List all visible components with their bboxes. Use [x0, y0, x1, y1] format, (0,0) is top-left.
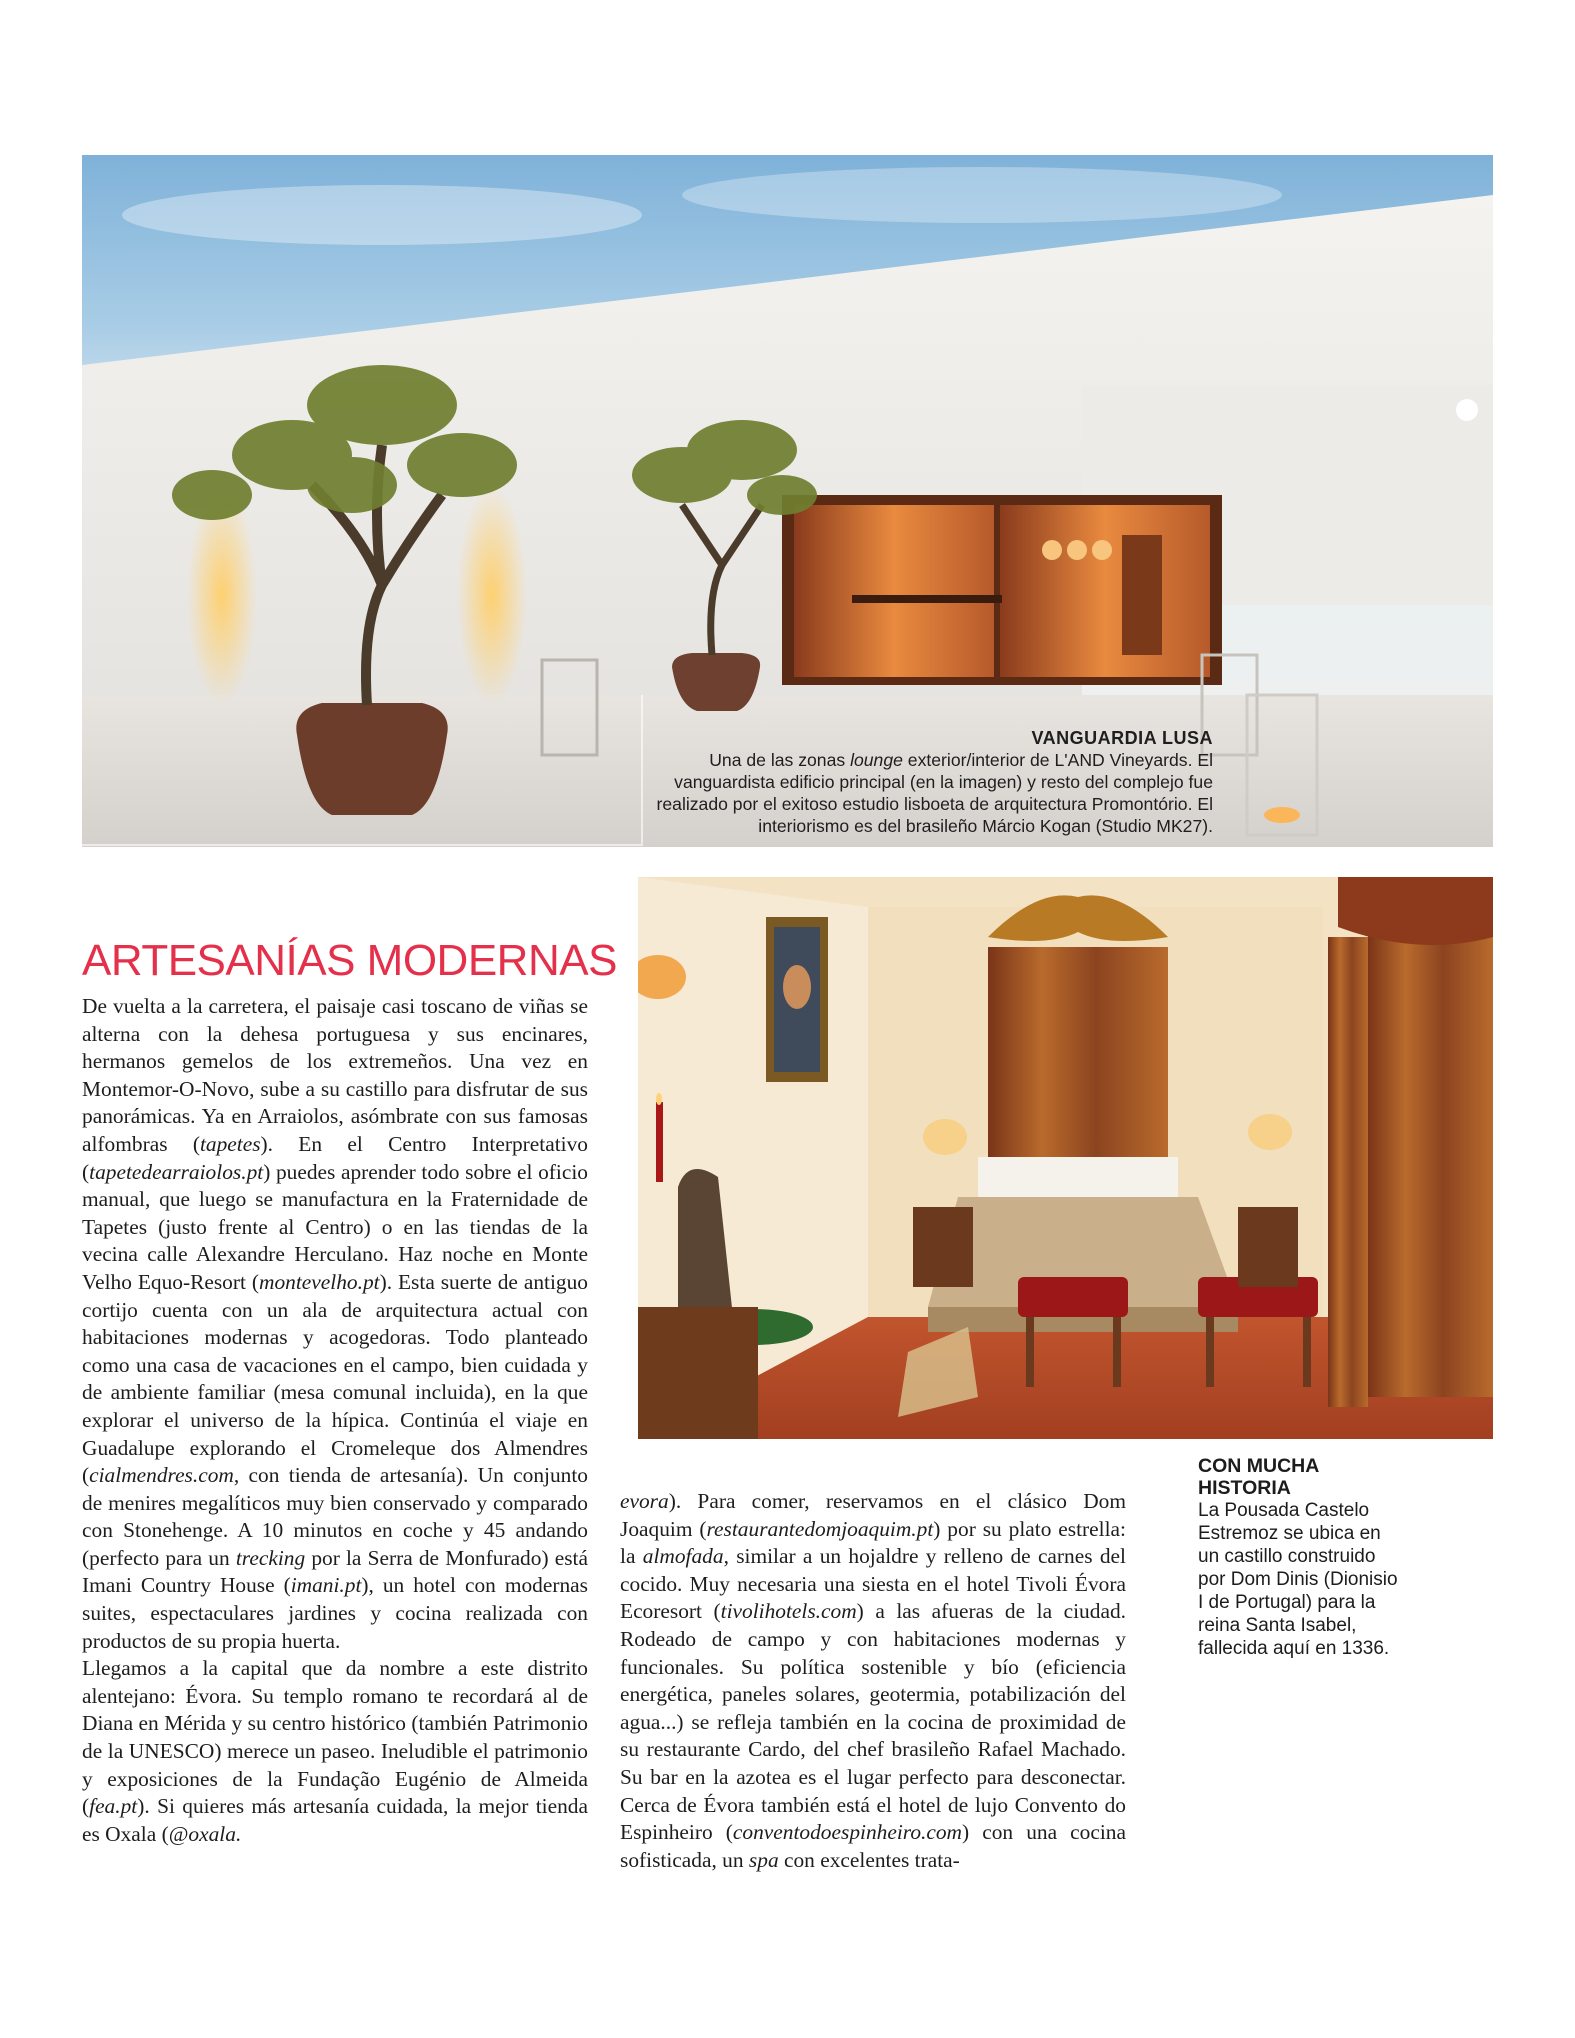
- section-heading: ARTESANÍAS MODERNAS: [82, 936, 617, 985]
- text-run: De vuelta a la carretera, el paisaje casi toscano de viñas se alterna con la dehesa portuguesa y sus encinares, hermanos gemelos de los extremeños. Una vez en Montemor-O-Novo, sube a su castillo para disfrutar de sus panorámicas. Ya en Arraiolos, asómbrate con sus famosas alfombras (: [82, 994, 588, 1156]
- text-run: ). Para comer, reservamos en el clásico Dom Joaquim (: [620, 1489, 1126, 1541]
- text-run: ) por su plato estrella: la: [620, 1516, 1126, 1569]
- side-caption-text: La Pousada Castelo Estremoz se ubica en un castillo construido por Dom Dinis (Dionisio I de Portugal) para la reina Santa Isabel, fallecida aquí en 1336.: [1198, 1500, 1398, 1659]
- caption-text: [633, 749, 1213, 837]
- photo-pousada-bedroom: [638, 877, 1493, 1439]
- text-run: ), un hotel con modernas suites, espectaculares jardines y cocina realizada con productos de su propia huerta.: [82, 1573, 588, 1653]
- text-run: , similar a un hojaldre y relleno de carnes del cocido. Muy necesaria una siesta en el hotel Tivoli Évora Ecoresort (: [620, 1544, 1126, 1624]
- article-column-left: [82, 993, 588, 1848]
- caption-text-end: exterior/interior de L'AND Vineyards. El vanguardista edificio principal (en la imagen) y resto del complejo fue realizado por el exitoso estudio lisboeta de arquitectura Promontório. El interiorismo es del brasileño Márcio Kogan (Studio MK27).: [656, 750, 1213, 836]
- italic-run: trecking: [235, 1545, 306, 1570]
- caption-text-italic: lounge: [850, 750, 903, 770]
- caption-text-start: Una de las zonas: [709, 750, 851, 770]
- italic-run: spa: [748, 1847, 779, 1872]
- side-caption-title-line: HISTORIA: [1198, 1477, 1291, 1499]
- italic-run: almofada: [642, 1544, 724, 1569]
- text-run: ). Esta suerte de antiguo cortijo cuenta con un ala de arquitectura actual con habitaciones modernas y acogedoras. Todo planteado como una casa de vacaciones en el campo, bien cuidada y de ambiente familiar (mesa comunal incluida), en la que explorar el universo de la hípica. Continúa el viaje en Guadalupe explorando el Cromeleque dos Almendres (: [82, 1269, 588, 1488]
- link-text: oxala.: [188, 1821, 242, 1846]
- photo-caption: [633, 727, 1213, 837]
- caption-title: VANGUARDIA LUSA: [1031, 728, 1213, 748]
- link-text: conventodoespinheiro.com: [732, 1820, 962, 1845]
- text-run: Llegamos a la capital que da nombre a este distrito alentejano: Évora. Su templo romano te recordará al de Diana en Mérida y su centro histórico (también Patrimonio de la UNESCO) merece un paseo. Ineludible el patrimonio y exposiciones de la Fundação Eugénio de Almeida (: [82, 1656, 588, 1819]
- article-column-middle: [620, 1488, 1126, 1874]
- text-run: ) a las afueras de la ciudad. Rodeado de campo y con habitaciones modernas y funcionales. Su política sostenible y bío (eficiencia energética, paneles solares, geotermia, potabilización del agua...) se refleja también en la cocina de proximidad de su restaurante Cardo, del chef brasileño Rafael Machado. Su bar en la azotea es el lugar perfecto para desconectar. Cerca de Évora también está el hotel de lujo Convento do Espinheiro (: [620, 1599, 1126, 1845]
- paragraph-3: [620, 1488, 1126, 1874]
- paragraph-1: [82, 993, 588, 1655]
- bedroom-photo-caption: [1198, 1455, 1398, 1660]
- link-text: restaurantedomjoaquim.pt: [706, 1516, 934, 1541]
- paragraph-2: [82, 1655, 588, 1848]
- text-run: por la Serra de Monfurado) está Imani Country House (: [82, 1545, 588, 1598]
- text-run: ). Si quieres más artesanía cuidada, la mejor tienda es Oxala (@: [82, 1794, 588, 1846]
- side-caption-title-line: CON MUCHA: [1198, 1455, 1320, 1477]
- text-run: ) con una cocina sofisticada, un: [620, 1820, 1126, 1872]
- photo-illustration-bedroom: [638, 877, 1493, 1439]
- link-text: cialmendres.com: [89, 1463, 234, 1488]
- link-text: montevelho.pt: [259, 1269, 380, 1294]
- link-text: tivolihotels.com: [720, 1599, 857, 1624]
- link-text: evora: [620, 1489, 669, 1513]
- text-run: ). En el Centro Interpretativo (: [82, 1131, 588, 1184]
- text-run: ) puedes aprender todo sobre el oficio manual, que luego se manufactura en la Fraternidade de Tapetes (justo frente al Centro) o en las tiendas de la vecina calle Alexandre Herculano. Haz noche en Monte Velho Equo-Resort (: [82, 1159, 588, 1294]
- text-run: con excelentes trata-: [778, 1847, 960, 1872]
- link-text: imani.pt: [290, 1573, 362, 1598]
- side-caption-title: [1198, 1455, 1398, 1499]
- link-text: fea.pt: [89, 1794, 138, 1819]
- italic-run: tapetes: [199, 1131, 261, 1156]
- link-text: tapetedearraiolos.pt: [89, 1159, 264, 1184]
- photo-land-vineyards: [82, 155, 1493, 847]
- text-run: , con tienda de artesanía). Un conjunto de menires megalíticos muy bien conservado y comparado con Stonehenge. A 10 minutos en coche y 45 andando (perfecto para un: [82, 1463, 588, 1570]
